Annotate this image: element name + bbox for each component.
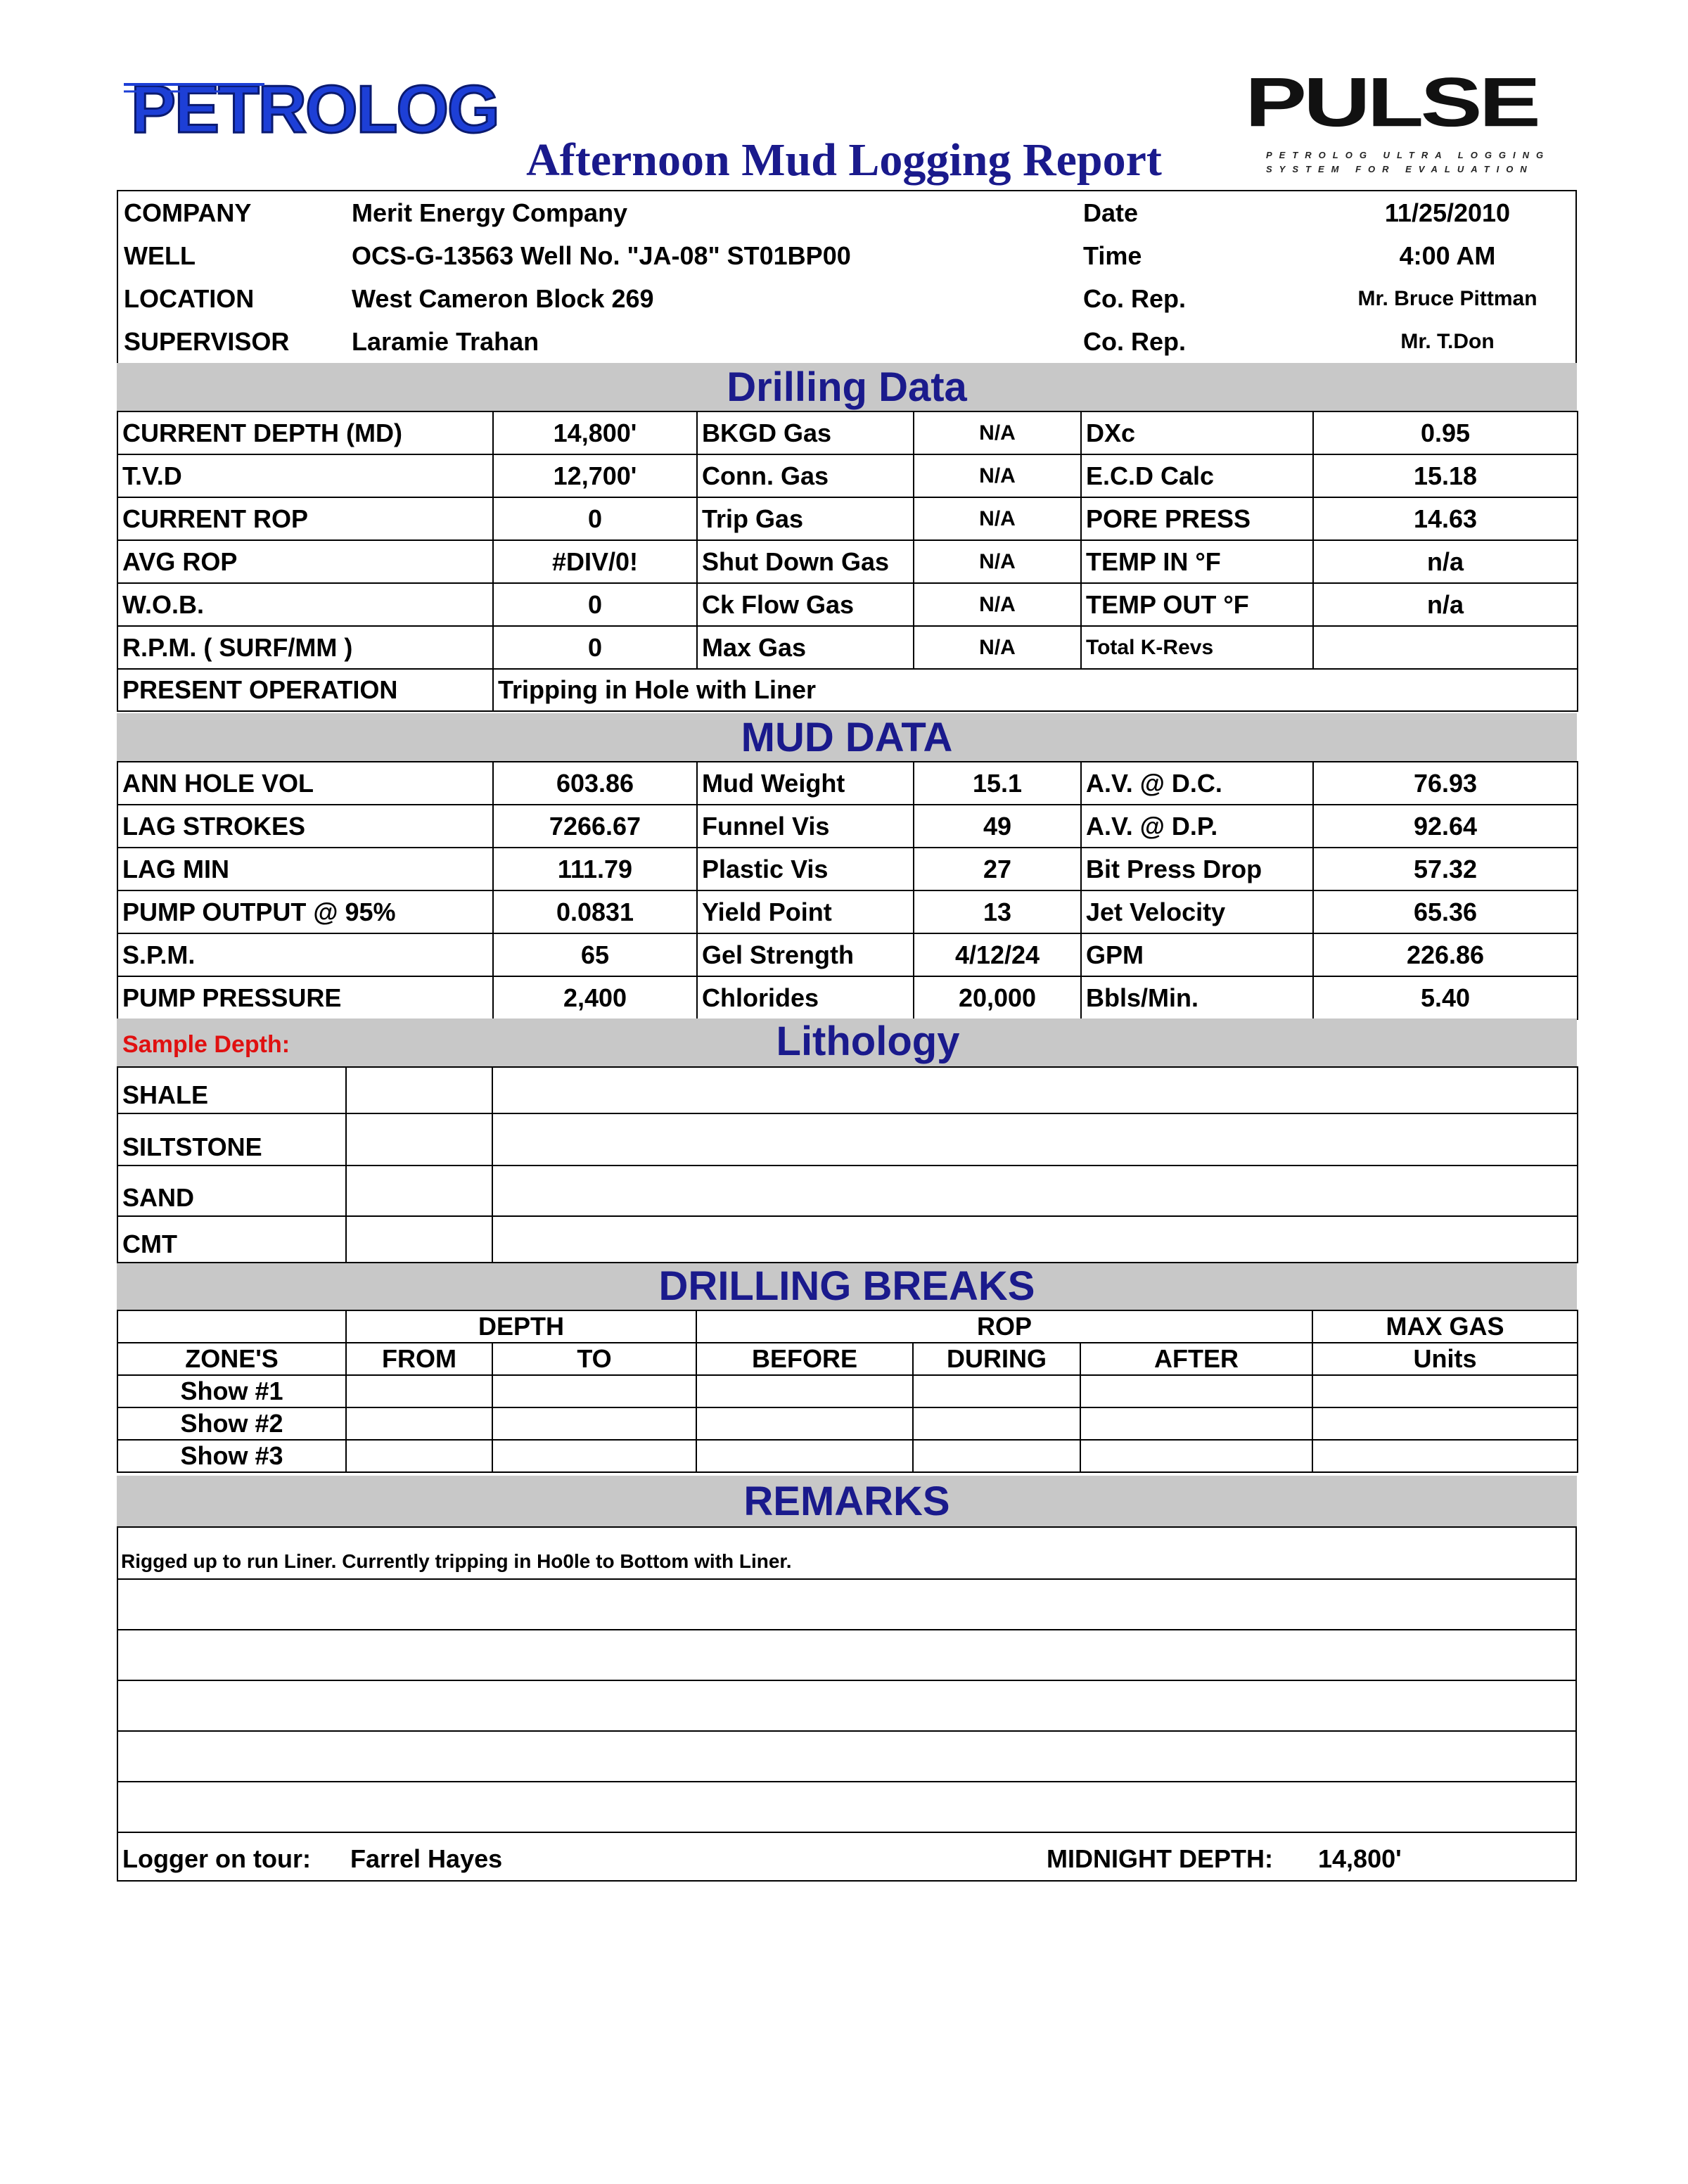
drilling-label: Ck Flow Gas: [697, 583, 914, 626]
mud-value: 2,400: [493, 976, 697, 1019]
breaks-cell: [696, 1440, 913, 1472]
mud-label: A.V. @ D.C.: [1081, 762, 1313, 805]
breaks-column-header: DURING: [913, 1343, 1080, 1375]
location-value: West Cameron Block 269: [352, 284, 654, 313]
breaks-cell: [1080, 1407, 1312, 1440]
mud-row: [117, 762, 1578, 805]
midnight-depth-label: MIDNIGHT DEPTH:: [1047, 1844, 1273, 1873]
drilling-row: [117, 626, 1578, 669]
drilling-value: N/A: [914, 540, 1081, 583]
drilling-label: DXc: [1081, 411, 1313, 454]
show-zone-label: Show #2: [117, 1407, 346, 1440]
corep-value: Mr. Bruce Pittman: [1357, 287, 1537, 310]
well-label: WELL: [124, 241, 196, 270]
drilling-label: TEMP IN °F: [1081, 540, 1313, 583]
remarks-line: [118, 1730, 1575, 1732]
mud-value: 20,000: [914, 976, 1081, 1019]
breaks-cell: [1312, 1375, 1578, 1407]
drilling-value: N/A: [914, 411, 1081, 454]
drilling-data-title: Drilling Data: [727, 364, 967, 410]
breaks-row: [117, 1407, 1578, 1440]
well-value: OCS-G-13563 Well No. "JA-08" ST01BP00: [352, 241, 851, 270]
lithology-description-cell: [492, 1067, 1578, 1113]
drilling-label: Conn. Gas: [697, 454, 914, 497]
mud-row: [117, 848, 1578, 890]
lithology-bar: [117, 1018, 1577, 1066]
mud-value: 76.93: [1313, 762, 1578, 805]
drilling-value: 0: [493, 583, 697, 626]
drilling-label: BKGD Gas: [697, 411, 914, 454]
drilling-label: Total K-Revs: [1081, 626, 1313, 669]
breaks-cell: [346, 1407, 492, 1440]
lithology-label: CMT: [117, 1216, 346, 1263]
logger-value: Farrel Hayes: [350, 1844, 503, 1873]
mud-label: LAG MIN: [117, 848, 493, 890]
mud-label: Bit Press Drop: [1081, 848, 1313, 890]
mud-value: 92.64: [1313, 805, 1578, 848]
breaks-row: [117, 1375, 1578, 1407]
breaks-cell: [913, 1440, 1080, 1472]
mud-label: Jet Velocity: [1081, 890, 1313, 933]
remarks-line: [118, 1578, 1575, 1580]
breaks-cell: [1080, 1375, 1312, 1407]
remarks-bar: [117, 1476, 1577, 1526]
mud-label: PUMP PRESSURE: [117, 976, 493, 1019]
mud-label: ANN HOLE VOL: [117, 762, 493, 805]
remarks-line: [118, 1832, 1575, 1833]
date-label: Date: [1083, 198, 1139, 227]
drilling-row: [117, 497, 1578, 540]
midnight-depth-value: 14,800': [1318, 1844, 1402, 1873]
drilling-value: N/A: [914, 497, 1081, 540]
lithology-row: [117, 1067, 1578, 1113]
breaks-cell: [346, 1375, 492, 1407]
mud-label: Gel Strength: [697, 933, 914, 976]
drilling-label: Trip Gas: [697, 497, 914, 540]
drilling-label: E.C.D Calc: [1081, 454, 1313, 497]
drilling-label: W.O.B.: [117, 583, 493, 626]
drilling-value: n/a: [1313, 583, 1578, 626]
lithology-label: SILTSTONE: [117, 1113, 346, 1166]
mud-label: S.P.M.: [117, 933, 493, 976]
lithology-table: [117, 1066, 1578, 1263]
breaks-column-header: FROM: [346, 1343, 492, 1375]
drilling-value: 0: [493, 497, 697, 540]
show-zone-label: Show #3: [117, 1440, 346, 1472]
svg-text:PETROLOG ULTRA LOGGING: PETROLOG ULTRA LOGGING: [1266, 150, 1551, 160]
mud-data-title: MUD DATA: [741, 715, 953, 760]
breaks-cell: [913, 1375, 1080, 1407]
show-zone-label: Show #1: [117, 1375, 346, 1407]
mud-value: 5.40: [1313, 976, 1578, 1019]
mud-row: [117, 805, 1578, 848]
report-title: Afternoon Mud Logging Report: [526, 134, 1162, 186]
drilling-label: R.P.M. ( SURF/MM ): [117, 626, 493, 669]
drilling-label: Shut Down Gas: [697, 540, 914, 583]
drilling-label: CURRENT ROP: [117, 497, 493, 540]
mud-label: LAG STROKES: [117, 805, 493, 848]
mud-value: 0.0831: [493, 890, 697, 933]
drilling-label: PORE PRESS: [1081, 497, 1313, 540]
remarks-box: [117, 1526, 1577, 1882]
breaks-column-header: ZONE'S: [117, 1343, 346, 1375]
lithology-percent-cell: [346, 1166, 492, 1216]
mud-label: GPM: [1081, 933, 1313, 976]
mud-value: 7266.67: [493, 805, 697, 848]
drilling-value: N/A: [914, 454, 1081, 497]
drilling-breaks-table: [117, 1310, 1578, 1473]
drilling-breaks-title: DRILLING BREAKS: [658, 1263, 1035, 1309]
date-value: 11/25/2010: [1384, 198, 1511, 227]
drilling-value: #DIV/0!: [493, 540, 697, 583]
mud-data-bar: [117, 713, 1577, 761]
breaks-cell: [1312, 1407, 1578, 1440]
drilling-label: T.V.D: [117, 454, 493, 497]
drilling-value: 15.18: [1313, 454, 1578, 497]
lithology-percent-cell: [346, 1216, 492, 1263]
drilling-value: 0.95: [1313, 411, 1578, 454]
breaks-cell: [492, 1440, 696, 1472]
drilling-row: [117, 411, 1578, 454]
mud-label: Mud Weight: [697, 762, 914, 805]
rop-group-header: ROP: [696, 1310, 1312, 1343]
lithology-description-cell: [492, 1216, 1578, 1263]
drilling-breaks-bar: [117, 1263, 1577, 1310]
breaks-column-header-row: [117, 1343, 1578, 1375]
lithology-percent-cell: [346, 1067, 492, 1113]
mud-row: [117, 890, 1578, 933]
svg-text:PULSE: PULSE: [1245, 70, 1538, 141]
mud-value: 4/12/24: [914, 933, 1081, 976]
mud-value: 226.86: [1313, 933, 1578, 976]
remarks-text: Rigged up to run Liner. Currently tripping in Ho0le to Bottom with Liner.: [121, 1550, 792, 1572]
mud-value: 111.79: [493, 848, 697, 890]
mud-data-table: [117, 761, 1578, 1020]
drilling-row: [117, 583, 1578, 626]
present-operation-label: PRESENT OPERATION: [117, 669, 493, 711]
svg-text:SYSTEM FOR EVALUATION: SYSTEM FOR EVALUATION: [1266, 164, 1534, 174]
time-value: 4:00 AM: [1399, 241, 1496, 270]
mud-value: 49: [914, 805, 1081, 848]
lithology-percent-cell: [346, 1113, 492, 1166]
breaks-column-header: Units: [1312, 1343, 1578, 1375]
pulse-logo: [1245, 70, 1568, 176]
corep2-label: Co. Rep.: [1083, 327, 1187, 356]
mud-value: 15.1: [914, 762, 1081, 805]
breaks-cell: [1080, 1440, 1312, 1472]
time-label: Time: [1083, 241, 1142, 270]
drilling-value: 0: [493, 626, 697, 669]
remarks-title: REMARKS: [743, 1479, 950, 1524]
drilling-value: N/A: [914, 626, 1081, 669]
company-value: Merit Energy Company: [352, 198, 628, 227]
max-gas-group-header: MAX GAS: [1312, 1310, 1578, 1343]
drilling-row: [117, 540, 1578, 583]
drilling-value: 14,800': [493, 411, 697, 454]
drilling-data-bar: [117, 363, 1577, 411]
mud-label: Chlorides: [697, 976, 914, 1019]
supervisor-value: Laramie Trahan: [352, 327, 539, 356]
drilling-row: [117, 454, 1578, 497]
mud-value: 13: [914, 890, 1081, 933]
lithology-row: [117, 1216, 1578, 1263]
mud-label: A.V. @ D.P.: [1081, 805, 1313, 848]
drilling-value: [1313, 626, 1578, 669]
mud-label: Bbls/Min.: [1081, 976, 1313, 1019]
logger-label: Logger on tour:: [122, 1844, 311, 1873]
breaks-cell: [492, 1375, 696, 1407]
breaks-cell: [696, 1407, 913, 1440]
drilling-value: N/A: [914, 583, 1081, 626]
corep2-value: Mr. T.Don: [1400, 330, 1495, 353]
drilling-label: TEMP OUT °F: [1081, 583, 1313, 626]
breaks-cell: [346, 1440, 492, 1472]
depth-group-header: DEPTH: [346, 1310, 696, 1343]
breaks-cell: [492, 1407, 696, 1440]
mud-label: Plastic Vis: [697, 848, 914, 890]
breaks-column-header: AFTER: [1080, 1343, 1312, 1375]
mud-value: 57.32: [1313, 848, 1578, 890]
header-info: [117, 190, 1577, 364]
drilling-label: CURRENT DEPTH (MD): [117, 411, 493, 454]
location-label: LOCATION: [124, 284, 255, 313]
corep-label: Co. Rep.: [1083, 284, 1187, 313]
remarks-line: [118, 1781, 1575, 1782]
breaks-row: [117, 1440, 1578, 1472]
sample-depth-label: Sample Depth:: [122, 1031, 290, 1058]
mud-label: Funnel Vis: [697, 805, 914, 848]
mud-value: 65: [493, 933, 697, 976]
lithology-row: [117, 1113, 1578, 1166]
company-label: COMPANY: [124, 198, 252, 227]
remarks-line: [118, 1629, 1575, 1630]
drilling-value: n/a: [1313, 540, 1578, 583]
drilling-data-table: [117, 411, 1578, 712]
mud-label: PUMP OUTPUT @ 95%: [117, 890, 493, 933]
breaks-cell: [696, 1375, 913, 1407]
breaks-cell: [1312, 1440, 1578, 1472]
mud-value: 603.86: [493, 762, 697, 805]
mud-label: Yield Point: [697, 890, 914, 933]
supervisor-label: SUPERVISOR: [124, 327, 290, 356]
breaks-cell: [913, 1407, 1080, 1440]
lithology-row: [117, 1166, 1578, 1216]
drilling-value: 12,700': [493, 454, 697, 497]
drilling-label: AVG ROP: [117, 540, 493, 583]
breaks-column-header: BEFORE: [696, 1343, 913, 1375]
lithology-label: SHALE: [117, 1067, 346, 1113]
lithology-label: SAND: [117, 1166, 346, 1216]
breaks-column-header: TO: [492, 1343, 696, 1375]
present-operation-row: [117, 669, 1578, 711]
present-operation-value: Tripping in Hole with Liner: [493, 669, 1578, 711]
lithology-title: Lithology: [776, 1018, 960, 1064]
drilling-value: 14.63: [1313, 497, 1578, 540]
mud-row: [117, 976, 1578, 1019]
lithology-description-cell: [492, 1113, 1578, 1166]
mud-value: 27: [914, 848, 1081, 890]
svg-text:PETROLOG: PETROLOG: [131, 72, 499, 147]
mud-value: 65.36: [1313, 890, 1578, 933]
lithology-description-cell: [492, 1166, 1578, 1216]
remarks-line: [118, 1680, 1575, 1681]
mud-row: [117, 933, 1578, 976]
drilling-label: Max Gas: [697, 626, 914, 669]
